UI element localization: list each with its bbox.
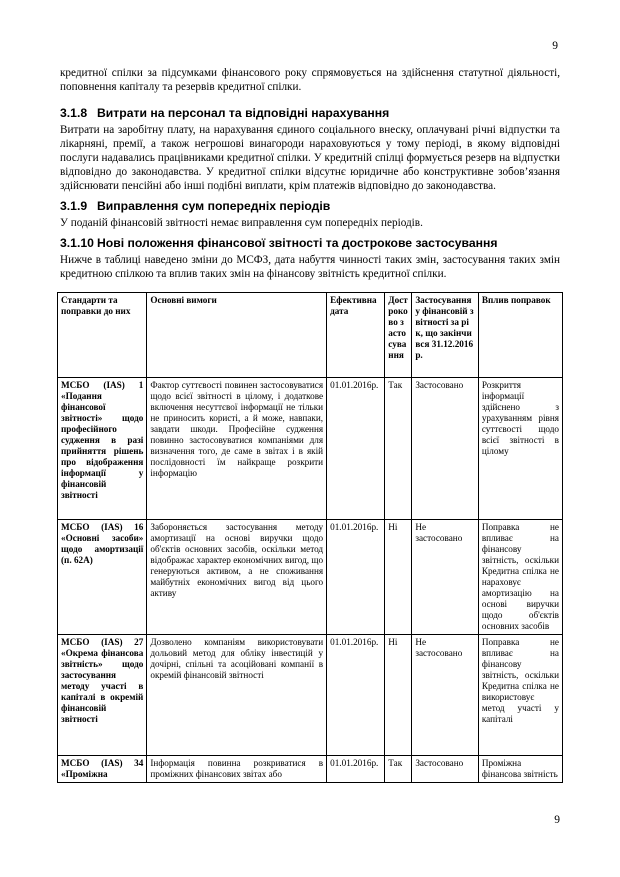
impact-cell: Проміжна фінансова звітність — [478, 756, 562, 783]
effective-date-cell: 01.01.2016р. — [327, 520, 385, 635]
column-header-effective-date: Ефективна дата — [327, 293, 385, 378]
impact-cell: Поправка не впливає на фінансову звітність, оскільки Кредитна спілка не нараховує амортизацію на основі виручки щодо об'єктів основних засобів — [478, 520, 562, 635]
section-title: Витрати на персонал та відповідні нарахування — [97, 106, 390, 120]
section-number: 3.1.10 — [60, 236, 94, 250]
standard-cell: МСБО (IAS) 16 «Основні засоби» щодо амортизації (п. 62А) — [58, 520, 147, 635]
section-body-3-1-8: Витрати на заробітну плату, на нарахування єдиного соціального внеску, оплачувані річні відпустки та лікарняні, премії, а також негрошові винагороди нараховуються у тому періоді, в якому відповідні послуги надавались працівниками кредитної спілки. У кредитній спілці формується резерв на відпустки відповідно до законодавства. У кредитної спілки відсутнє юридичне або конструктивне зобов’язання здійснювати пенсійні або інші подібні виплати, крім платежів відповідно до законодавства. — [60, 124, 560, 192]
table-row — [58, 520, 563, 635]
column-header-standard: Стандарти та поправки до них — [58, 293, 147, 378]
section-title: Нові положення фінансової звітності та дострокове застосування — [97, 236, 498, 250]
effective-date-cell: 01.01.2016р. — [327, 635, 385, 756]
column-header-requirements: Основні вимоги — [147, 293, 327, 378]
table-row — [58, 635, 563, 756]
early-application-cell: Ні — [385, 635, 412, 756]
column-header-early-application: Достроково застосування — [385, 293, 412, 378]
requirements-cell: Фактор суттєвості повинен застосовуватися щодо всієї звітності в цілому, і додаткове включення несуттєвої інформації не тільки не приносить користі, а й може, навпаки, завдати шкоди. Професійне судження повинно застосовуватися компаніями для визначення того, де саме в звітах і в якій послідовності їм найкраще розкрити інформацію — [147, 378, 327, 520]
section-number: 3.1.8 — [60, 106, 88, 120]
application-cell: Застосовано — [412, 378, 479, 520]
table-row — [58, 378, 563, 520]
requirements-cell: Дозволено компаніям використовувати дольовий метод для обліку інвестицій у дочірні, спільні та асоційовані компанії в окремій фінансовій звітності — [147, 635, 327, 756]
early-application-cell: Так — [385, 756, 412, 783]
early-application-cell: Так — [385, 378, 412, 520]
requirements-cell: Інформація повинна розкриватися в проміжних фінансових звітах або — [147, 756, 327, 783]
section-title: Виправлення сум попередніх періодів — [97, 199, 331, 213]
section-heading-3-1-10 — [60, 235, 560, 251]
application-cell: Застосовано — [412, 756, 479, 783]
document-body — [60, 66, 560, 783]
section-body-3-1-10: Нижче в таблиці наведено зміни до МСФЗ, дата набуття чинності таких змін, застосування таких змін кредитною спілкою та вплив таких змін на фінансову звітність кредитної спілки. — [60, 254, 560, 280]
section-heading-3-1-8 — [60, 105, 560, 121]
column-header-application: Застосування у фінансовій звітності за рік, що закінчився 31.12.2016р. — [412, 293, 479, 378]
section-body-3-1-9: У поданій фінансовій звітності немає виправлення сум попередніх періодів. — [60, 217, 423, 229]
page-number-top: 9 — [552, 40, 558, 52]
application-cell: Не застосовано — [412, 635, 479, 756]
impact-cell: Розкриття інформації здійснено з урахуванням рівня суттєвості щодо всієї звітності в цілому — [478, 378, 562, 520]
standard-cell: МСБО (IAS) 27 «Окрема фінансова звітність» щодо застосування методу участі в капіталі в окремій фінансовій звітності — [58, 635, 147, 756]
requirements-cell: Забороняється застосування методу амортизації на основі виручки щодо об'єктів основних засобів, оскільки метод відображає характер економічних вигод, що генеруються активом, а не споживання майбутніх економічних вигод від цього активу — [147, 520, 327, 635]
section-number: 3.1.9 — [60, 199, 88, 213]
standard-cell: МСБО (IAS) 1 «Подання фінансової звітності» щодо професійного судження в разі прийняття рішень про відображення інформації у фінансовій звітності — [58, 378, 147, 520]
ifrs-changes-table — [57, 292, 563, 783]
impact-cell: Поправка не впливає на фінансову звітність, оскільки Кредитна спілка не використовує метод участі у капіталі — [478, 635, 562, 756]
effective-date-cell: 01.01.2016р. — [327, 378, 385, 520]
table-header-row — [58, 293, 563, 378]
effective-date-cell: 01.01.2016р. — [327, 756, 385, 783]
section-heading-3-1-9 — [60, 198, 560, 214]
column-header-impact: Вплив поправок — [478, 293, 562, 378]
application-cell: Не застосовано — [412, 520, 479, 635]
early-application-cell: Ні — [385, 520, 412, 635]
standard-cell: МСБО (IAS) 34 «Проміжна — [58, 756, 147, 783]
intro-paragraph: кредитної спілки за підсумками фінансового року спрямовується на здійснення статутної діяльності, поповнення капіталу та резервів кредитної спілки. — [60, 67, 560, 93]
page-number-bottom: 9 — [554, 814, 560, 826]
table-row — [58, 756, 563, 783]
